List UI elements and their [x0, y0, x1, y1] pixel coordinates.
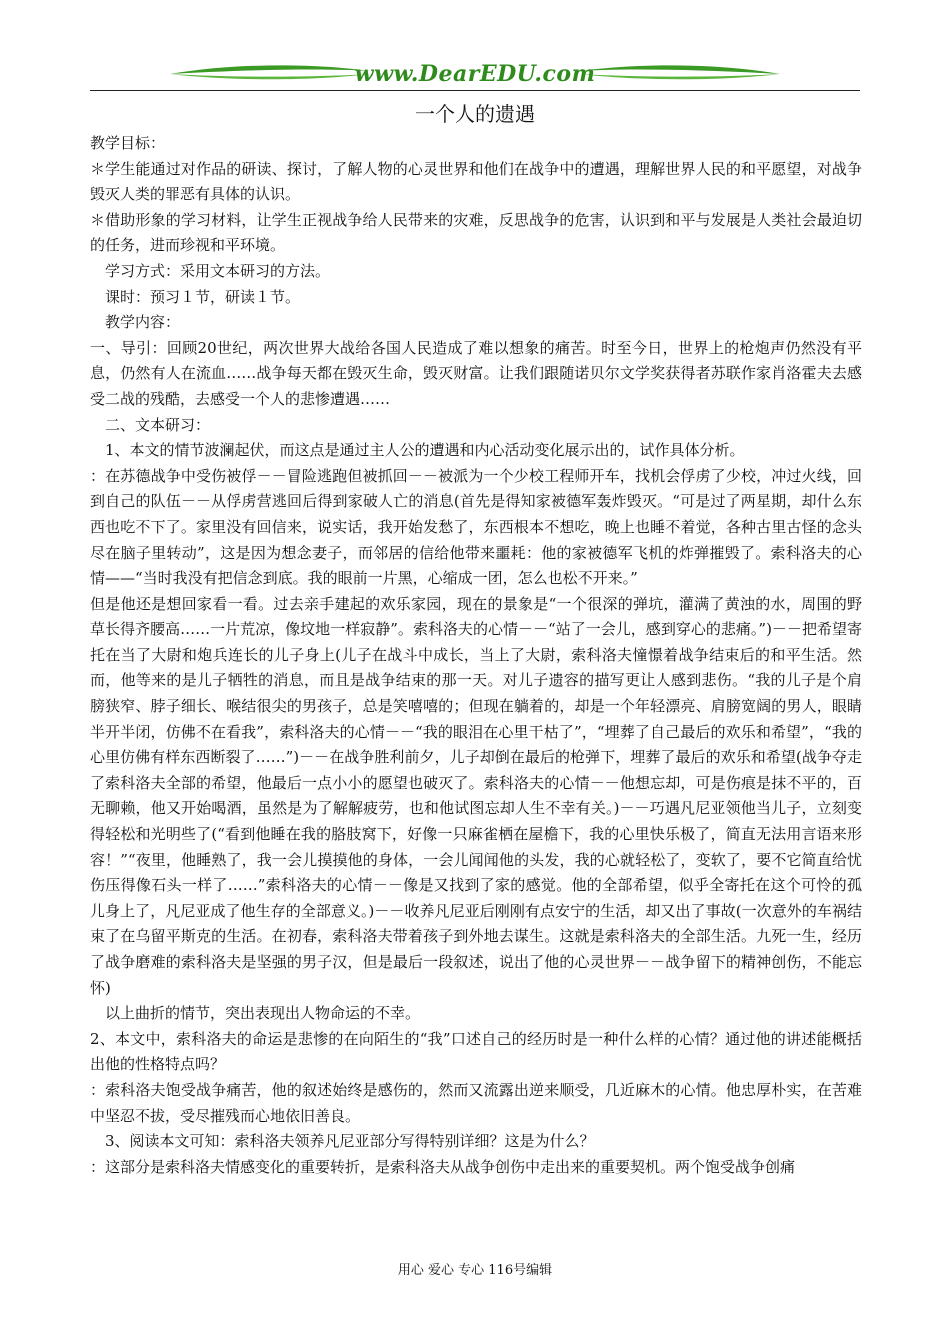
paragraph: ＊学生能通过对作品的研读、探讨，了解人物的心灵世界和他们在战争中的遭遇，理解世界人民的和平愿望，对战争毁灭人类的罪恶有具体的认识。	[90, 159, 862, 204]
paragraph: 教学内容：	[90, 313, 181, 332]
paragraph: 3、阅读本文可知：索科洛夫领养凡尼亚部分写得特别详细？这是为什么？	[90, 1132, 595, 1151]
paragraph: ：这部分是索科洛夫情感变化的重要转折，是索科洛夫从战争创伤中走出来的重要契机。两个饱受战争创痛	[90, 1157, 796, 1176]
paragraph: 二、文本研习：	[90, 415, 211, 434]
paragraph: 课时：预习１节，研读１节。	[90, 287, 301, 306]
paragraph: ＊借助形象的学习材料，让学生正视战争给人民带来的灾难，反思战争的危害，认识到和平与发展是人类社会最迫切的任务，进而珍视和平环境。	[90, 210, 862, 255]
paragraph: 一、导引：回顾20世纪，两次世界大战给各国人民造成了难以想象的痛苦。时至今日，世界上的枪炮声仍然没有平息，仍然有人在流血……战争每天都在毁灭生命，毁灭财富。让我们跟随诺贝尔文学奖获得者苏联作家肖洛霍夫去感受二战的残酷，去感受一个人的悲惨遭遇……	[90, 338, 862, 408]
paragraph: 学习方式：采用文本研习的方法。	[90, 261, 331, 280]
document-body	[90, 131, 862, 1180]
paragraph: ：在苏德战争中受伤被俘－－冒险逃跑但被抓回－－被派为一个少校工程师开车，找机会俘虏了少校，冲过火线，回到自己的队伍－－从俘虏营逃回后得到家破人亡的消息(首先是得知家被德军轰炸毁灭。“可是过了两星期，却什么东西也吃不下了。家里没有回信来，说实话，我开始发愁了，东西根本不想吃，晚上也睡不着觉，各种古里古怪的念头尽在脑子里转动”，这是因为想念妻子，而邻居的信给他带来噩耗：他的家被德军飞机的炸弹摧毁了。索科洛夫的心情——“当时我没有把信念到底。我的眼前一片黑，心缩成一团，怎么也松不开来。”	[90, 466, 862, 588]
page-title: 一个人的遗遇	[415, 102, 535, 126]
site-logo-text: www.DearEDU.com	[354, 61, 596, 87]
site-header-banner	[90, 58, 860, 92]
paragraph: 以上曲折的情节，突出表现出人物命运的不幸。	[90, 1004, 421, 1023]
paragraph: 教学目标：	[90, 134, 166, 152]
paragraph: 但是他还是想回家看一看。过去亲手建起的欢乐家园，现在的景象是“一个很深的弹坑，灌满了黄浊的水，周围的野草长得齐腰高……一片荒凉，像坟地一样寂静”。索科洛夫的心情－－“站了一会儿，感到穿心的悲痛。”)－－把希望寄托在当了大尉和炮兵连长的儿子身上(儿子在战斗中成长，当上了大尉，索科洛夫憧憬着战争结束后的和平生活。然而，他等来的是儿子牺牲的消息，而且是战争结束的那一天。对儿子遗容的描写更让人感到悲伤。“我的儿子是个肩膀狭窄、脖子细长、喉结很尖的男孩子，总是笑嘻嘻的；但现在躺着的，却是一个年轻漂亮、肩膀宽阔的男人，眼睛半开半闭，仿佛不在看我”，索科洛夫的心情－－“我的眼泪在心里干枯了”，“埋葬了自己最后的欢乐和希望”，“我的心里仿佛有样东西断裂了……”)－－在战争胜利前夕，儿子却倒在最后的枪弹下，埋葬了最后的欢乐和希望(战争夺走了索科洛夫全部的希望，他最后一点小小的愿望也破灭了。索科洛夫的心情－－他想忘却，可是伤痕是抹不平的，百无聊赖，他又开始喝酒，虽然是为了解解疲劳，也和他试图忘却人生不幸有关。)－－巧遇凡尼亚领他当儿子，立刻变得轻松和光明些了(“看到他睡在我的胳肢窝下，好像一只麻雀栖在屋檐下，我的心里快乐极了，简直无法用言语来形容！”“夜里，他睡熟了，我一会儿摸摸他的身体，一会儿闻闻他的头发，我的心就轻松了，变软了，要不它简直给忧伤压得像石头一样了……”索科洛夫的心情－－像是又找到了家的感觉。他的全部希望，似乎全寄托在这个可怜的孤儿身上了，凡尼亚成了他生存的全部意义。)－－收养凡尼亚后刚刚有点安宁的生活，却又出了事故(一次意外的车祸结束了在乌留平斯克的生活。在初春，索科洛夫带着孩子到外地去谋生。这就是索科洛夫的全部生活。九死一生，经历了战争磨难的索科洛夫是坚强的男子汉，但是最后一段叙述，说出了他的心灵世界－－战争留下的精神创伤，不能忘怀)	[90, 594, 862, 997]
header-divider	[90, 90, 860, 91]
page-footer: 用心 爱心 专心 116号编辑	[397, 1263, 553, 1278]
paragraph: 2、本文中，索科洛夫的命运是悲惨的在向陌生的“我”口述自己的经历时是一种什么样的心情？通过他的讲述能概括出他的性格特点吗？	[90, 1029, 862, 1074]
paragraph: ：索科洛夫饱受战争痛苦，他的叙述始终是感伤的，然而又流露出逆来顺受，几近麻木的心情。他忠厚朴实，在苦难中坚忍不拔，受尽摧残而心地依旧善良。	[90, 1080, 862, 1125]
paragraph: 1、本文的情节波澜起伏，而这点是通过主人公的遭遇和内心活动变化展示出的，试作具体分析。	[90, 441, 745, 460]
